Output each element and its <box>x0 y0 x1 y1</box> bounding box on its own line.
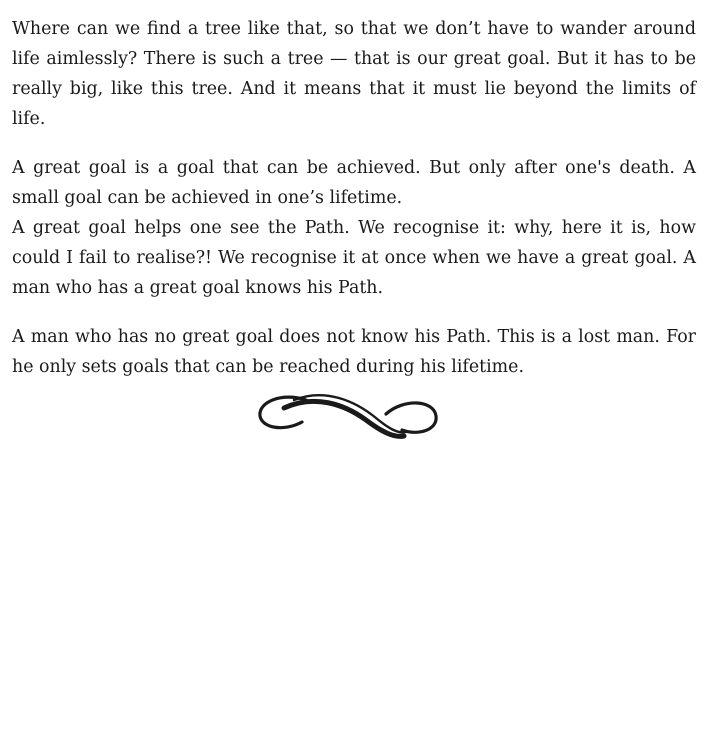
paragraph-1: Where can we find a tree like that, so that we don’t have to wander around life aimlessly? There is such a tree — that is our great goal. But it has to be really big, like this tree. And it means that it must lie beyond the limits of life. <box>12 19 696 129</box>
paragraph-4: A man who has no great goal does not know his Path. This is a lost man. For he only sets goals that can be reached during his lifetime. <box>12 327 696 377</box>
paragraph-2: A great goal is a goal that can be achieved. But only after one's death. A small goal can be achieved in one’s lifetime. <box>12 158 696 208</box>
reader-page <box>12 14 696 382</box>
flourish-divider-icon <box>254 386 440 446</box>
paragraph-3: A great goal helps one see the Path. We recognise it: why, here it is, how could I fail to realise?! We recognise it at once when we have a great goal. A man who has a great goal knows his Path. <box>12 218 696 298</box>
